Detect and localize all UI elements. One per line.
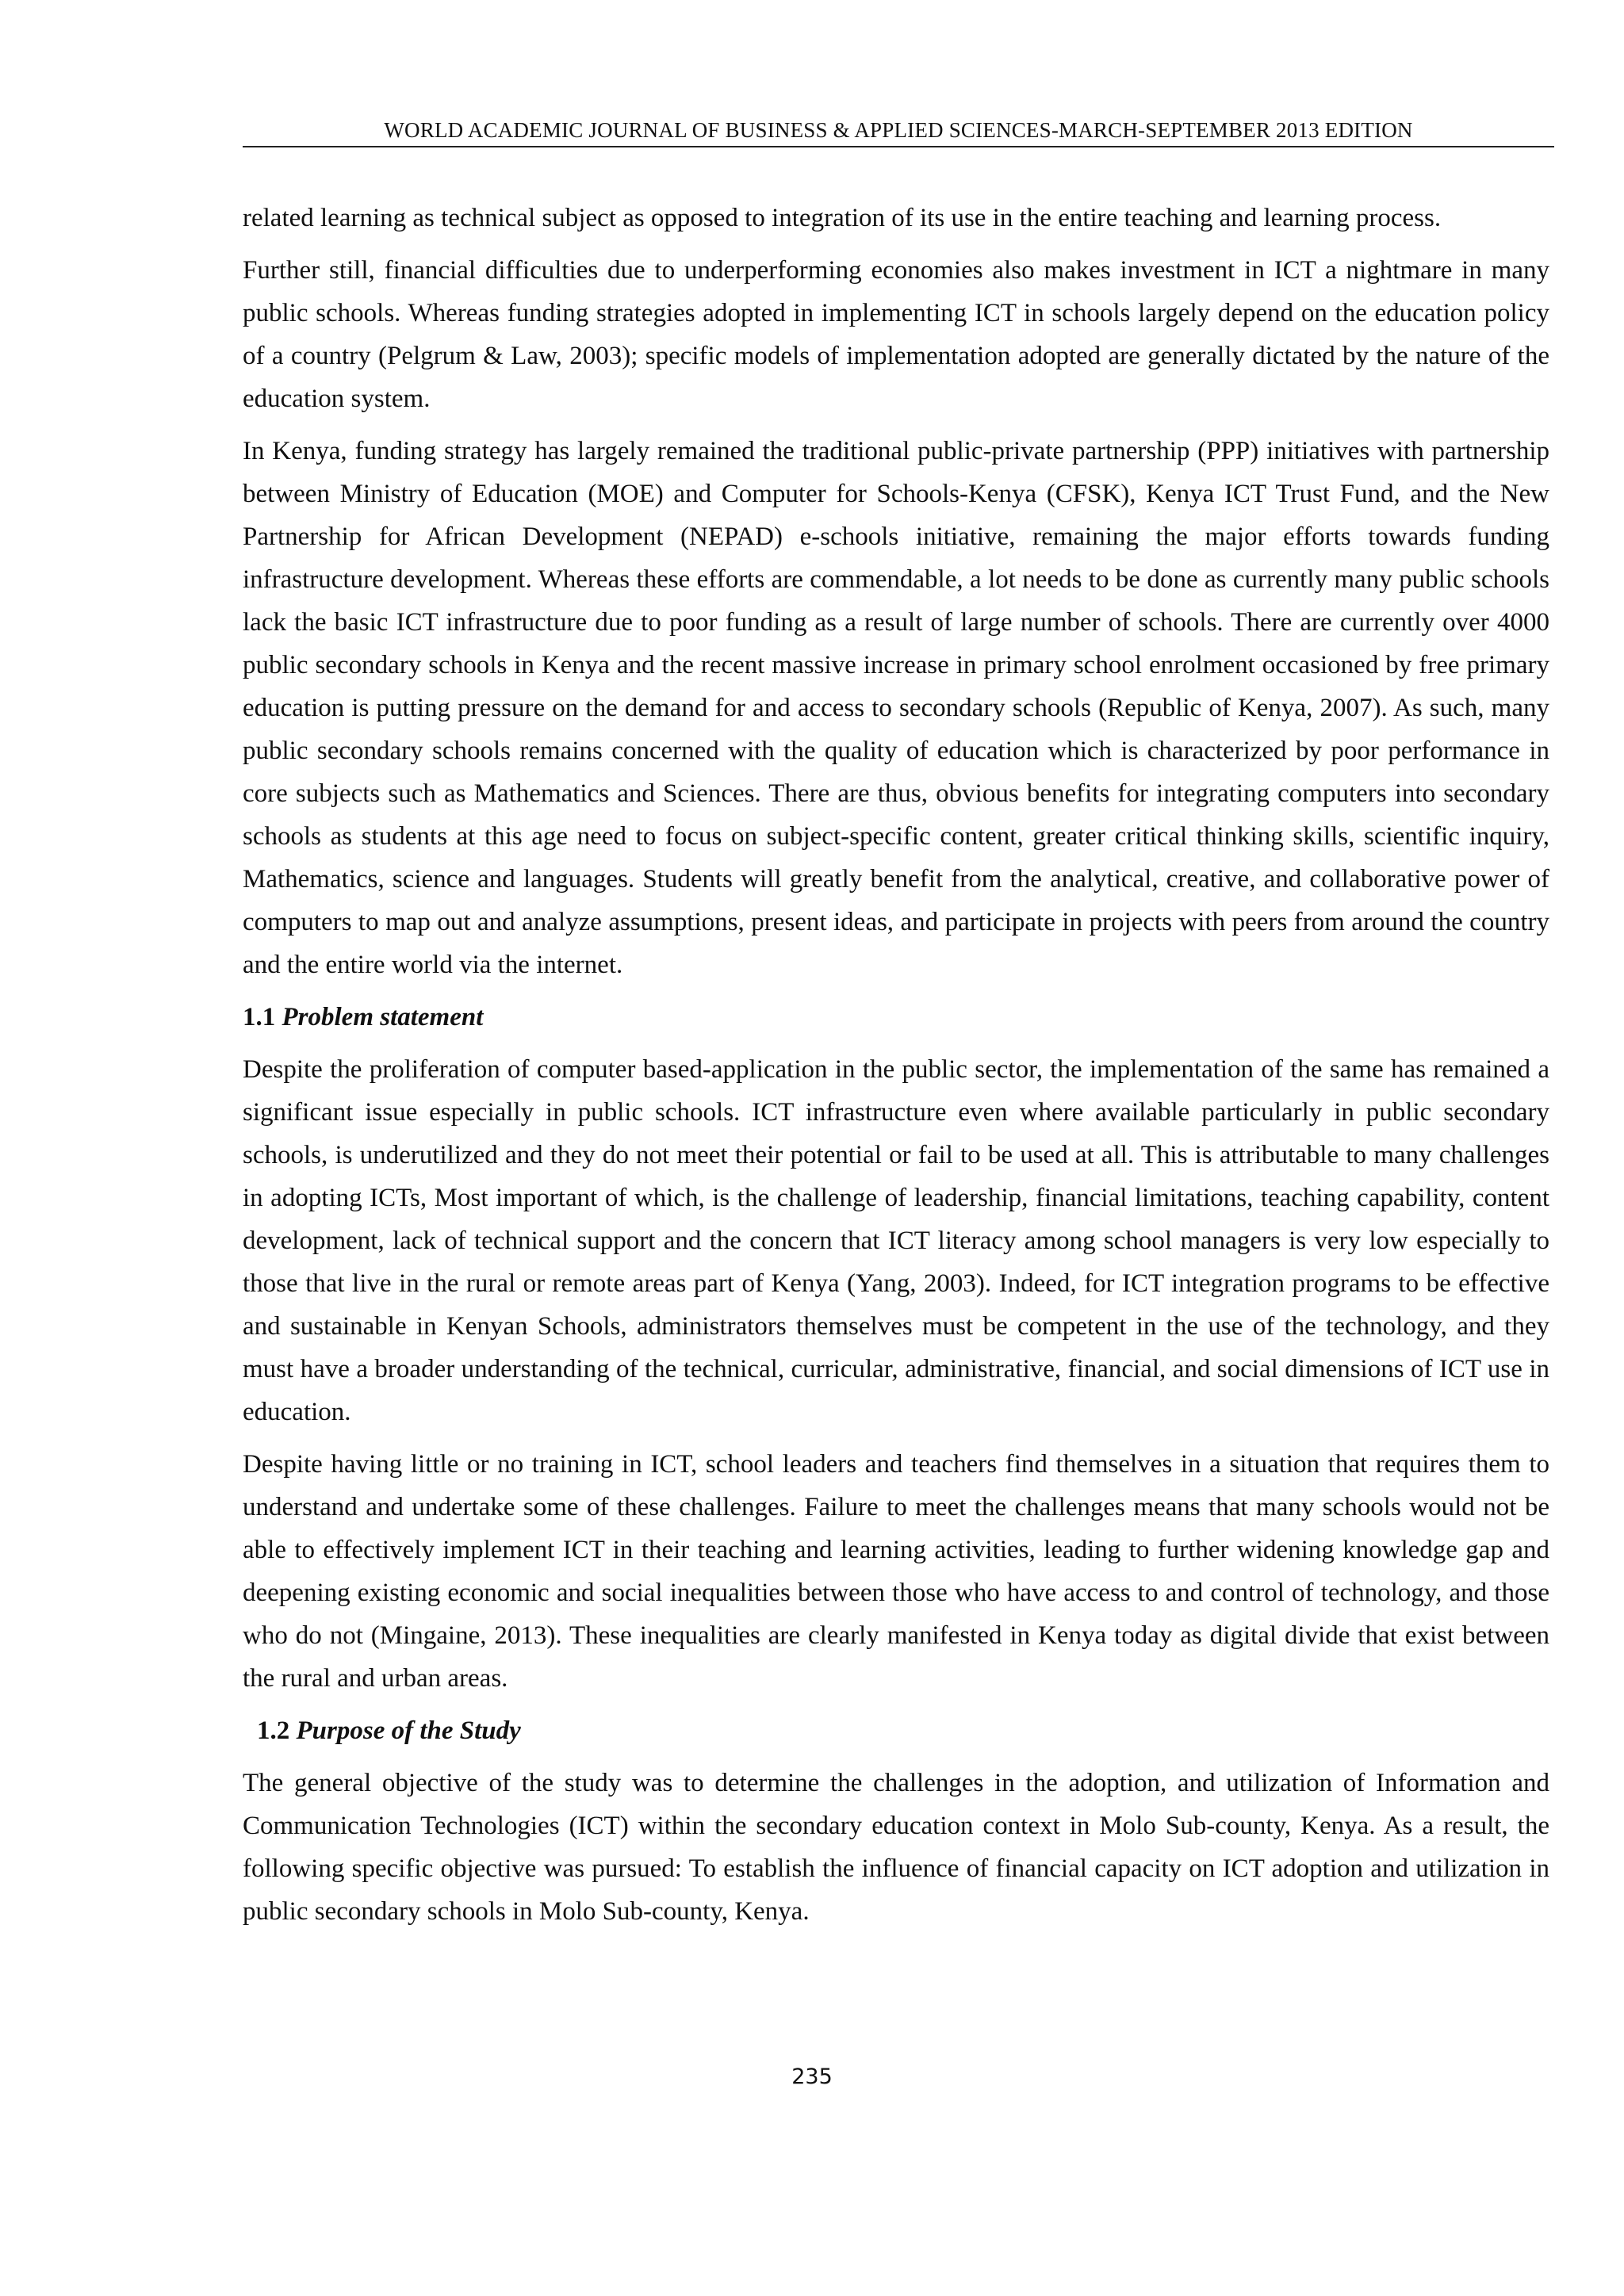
paragraph-purpose: The general objective of the study was to determine the challenges in the adoption, and utilization of Information and Communication Technologies (ICT) within the secondary education context in Molo Sub-county, Kenya. As a result, the following specific objective was pursued: To establish the influence of financial capacity on ICT adoption and utilization in public secondary schools in Molo Sub-county, Kenya. (243, 1769, 1549, 1926)
article-body (243, 197, 1549, 1942)
section-title: Purpose of the Study (296, 1716, 521, 1745)
section-title: Problem statement (282, 1003, 484, 1031)
page-number: 235 (791, 2064, 833, 2089)
paragraph-training-challenges: Despite having little or no training in ICT, school leaders and teachers find themselves in a situation that requires them to understand and undertake some of these challenges. Failure to meet the challenges means that many schools would not be able to effectively implement ICT in their teaching and learning activities, leading to further widening knowledge gap and deepening existing economic and social inequalities between those who have access to and control of technology, and those who do not (Mingaine, 2013). These inequalities are clearly manifested in Kenya today as digital divide that exist between the rural and urban areas. (243, 1450, 1549, 1693)
section-number: 1.2 (257, 1716, 290, 1745)
running-header: WORLD ACADEMIC JOURNAL OF BUSINESS & APPLIED SCIENCES-MARCH-SEPTEMBER 2013 EDITION (243, 114, 1554, 147)
section-heading-problem-statement (243, 996, 1549, 1039)
paragraph-financial-difficulties: Further still, financial difficulties due to underperforming economies also makes investment in ICT a nightmare in many public schools. Whereas funding strategies adopted in implementing ICT in schools largely depend on the education policy of a country (Pelgrum & Law, 2003); specific models of implementation adopted are generally dictated by the nature of the education system. (243, 256, 1549, 413)
paragraph-kenya-funding: In Kenya, funding strategy has largely remained the traditional public-private partnership (PPP) initiatives with partnership between Ministry of Education (MOE) and Computer for Schools-Kenya (CFSK), Kenya ICT Trust Fund, and the New Partnership for African Development (NEPAD) e-schools initiative, remaining the major efforts towards funding infrastructure development. Whereas these efforts are commendable, a lot needs to be done as currently many public schools lack the basic ICT infrastructure due to poor funding as a result of large number of schools. There are currently over 4000 public secondary schools in Kenya and the recent massive increase in primary school enrolment occasioned by free primary education is putting pressure on the demand for and access to secondary schools (Republic of Kenya, 2007). As such, many public secondary schools remains concerned with the quality of education which is characterized by poor performance in core subjects such as Mathematics and Sciences. There are thus, obvious benefits for integrating computers into secondary schools as students at this age need to focus on subject-specific content, greater critical thinking skills, scientific inquiry, Mathematics, science and languages. Students will greatly benefit from the analytical, creative, and collaborative power of computers to map out and analyze assumptions, present ideas, and participate in projects with peers from around the country and the entire world via the internet. (243, 437, 1549, 979)
section-heading-purpose-of-study (243, 1709, 1549, 1752)
section-number: 1.1 (243, 1003, 276, 1031)
paragraph-continued: related learning as technical subject as opposed to integration of its use in the entire teaching and learning process. (243, 204, 1442, 232)
paragraph-problem-statement: Despite the proliferation of computer based-application in the public sector, the implementation of the same has remained a significant issue especially in public schools. ICT infrastructure even where available particularly in public secondary schools, is underutilized and they do not meet their potential or fail to be used at all. This is attributable to many challenges in adopting ICTs, Most important of which, is the challenge of leadership, financial limitations, teaching capability, content development, lack of technical support and the concern that ICT literacy among school managers is very low especially to those that live in the rural or remote areas part of Kenya (Yang, 2003). Indeed, for ICT integration programs to be effective and sustainable in Kenyan Schools, administrators themselves must be competent in the use of the technology, and they must have a broader understanding of the technical, curricular, administrative, financial, and social dimensions of ICT use in education. (243, 1055, 1549, 1426)
